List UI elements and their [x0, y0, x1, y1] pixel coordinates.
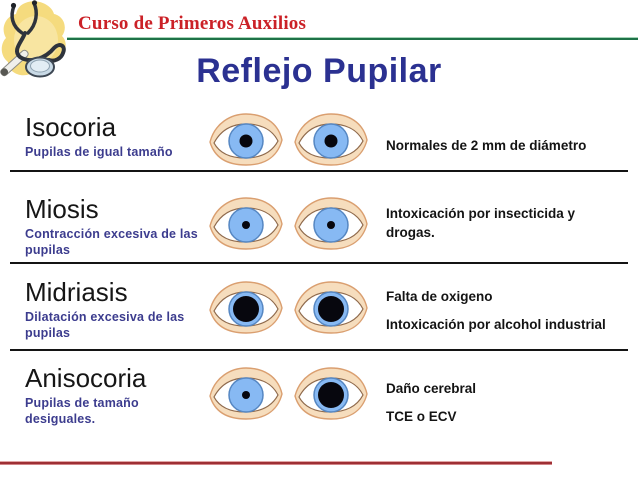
pupil: [240, 135, 253, 148]
row-divider: [10, 170, 628, 172]
description-line: Daño cerebral: [386, 381, 477, 396]
condition-subtitle: Dilatación excesiva de las pupilas: [25, 310, 185, 340]
description-line: Normales de 2 mm de diámetro: [386, 138, 587, 153]
condition-description: [386, 379, 476, 426]
condition-name: Miosis: [25, 194, 99, 224]
course-title: Curso de Primeros Auxilios: [78, 13, 307, 34]
pupil: [327, 221, 335, 229]
eye-left-icon: [207, 195, 285, 252]
condition-description: [386, 287, 606, 334]
condition-name: Anisocoria: [25, 363, 147, 393]
pupil: [242, 221, 250, 229]
eye-right-icon: [292, 279, 370, 336]
pupil: [242, 391, 250, 399]
condition-description: [386, 204, 614, 242]
row-divider: [10, 262, 628, 264]
condition-description: [386, 136, 586, 155]
description-line: TCE o ECV: [386, 409, 457, 424]
condition-name: Isocoria: [25, 112, 117, 142]
row-divider: [10, 349, 628, 351]
eye-left-icon: [207, 111, 285, 168]
pupil: [233, 296, 259, 322]
condition-name: Midriasis: [25, 277, 128, 307]
description-line: Intoxicación por insecticida y drogas.: [386, 206, 576, 240]
pupil: [325, 135, 338, 148]
eye-right-icon: [292, 195, 370, 252]
description-line: Intoxicación por alcohol industrial: [386, 317, 606, 332]
eye-left-icon: [207, 279, 285, 336]
eye-right-icon: [292, 111, 370, 168]
eye-right-icon: [292, 365, 370, 422]
condition-subtitle: Contracción excesiva de las pupilas: [25, 227, 198, 257]
page-title: Reflejo Pupilar: [196, 52, 442, 90]
pupil: [318, 296, 344, 322]
description-line: Falta de oxigeno: [386, 289, 493, 304]
condition-subtitle: Pupilas de igual tamaño: [25, 145, 173, 159]
pupil: [318, 382, 344, 408]
footer-divider-line: [0, 461, 552, 465]
condition-subtitle: Pupilas de tamaño desiguales.: [25, 396, 139, 426]
eye-left-icon: [207, 365, 285, 422]
header-divider-line: [67, 37, 638, 40]
